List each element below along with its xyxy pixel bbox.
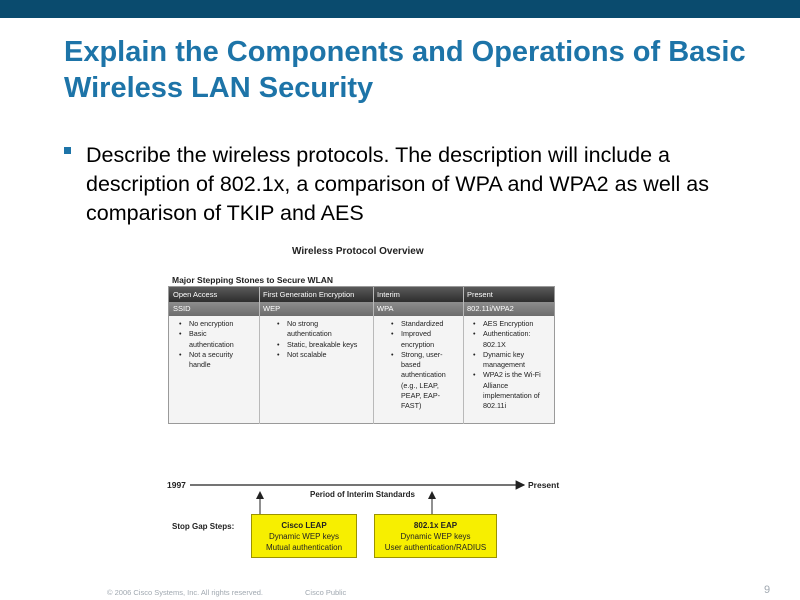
timeline-start-label: 1997 — [167, 480, 186, 490]
list-item: • Standardized — [391, 319, 457, 329]
sub-wpa2: 802.11i/WPA2 — [467, 304, 514, 313]
bullet-text: Describe the wireless protocols. The description will include a description of 802.1x, a comparison of WPA and WPA2 as well as comparison of TKIP and AES — [86, 143, 710, 225]
figure-title: Wireless Protocol Overview — [292, 246, 424, 257]
list-item: • Basic authentication — [179, 329, 253, 350]
list-item: • AES Encryption — [473, 319, 551, 329]
slide-title: Explain the Components and Operations of Basic Wireless LAN Security — [64, 36, 746, 104]
list-item: • Strong, user-based authentication (e.g., LEAP, PEAP, EAP-FAST) — [391, 350, 457, 412]
sub-ssid: SSID — [173, 304, 191, 313]
footer-copyright: © 2006 Cisco Systems, Inc. All rights reserved. — [107, 588, 264, 597]
gap-box-title: 802.1x EAP — [413, 521, 458, 530]
list-item: • Authentication: 802.1X — [473, 329, 551, 350]
header-open-access: Open Access — [173, 290, 218, 299]
eap-box — [374, 514, 497, 558]
gap-box-line: Mutual authentication — [265, 543, 343, 552]
list-item: • No encryption — [179, 319, 253, 329]
gap-box-line: Dynamic WEP keys — [268, 532, 340, 541]
gap-box-title: Cisco LEAP — [281, 521, 327, 530]
list-item: • Not a security handle — [179, 350, 253, 371]
stop-gap-label: Stop Gap Steps: — [172, 522, 235, 531]
timeline-period-label: Period of Interim Standards — [310, 490, 415, 499]
list-item: • Dynamic key management — [473, 350, 551, 371]
page-number: 9 — [764, 584, 771, 596]
gap-box-line: User authentication/RADIUS — [384, 543, 487, 552]
list-item: • Not scalable — [277, 350, 363, 360]
table-caption: Major Stepping Stones to Secure WLAN — [172, 275, 334, 285]
header-interim: Interim — [377, 290, 400, 299]
list-item: • Static, breakable keys — [277, 340, 363, 350]
header-first-generation: First Generation Encryption — [263, 290, 355, 299]
list-item: • WPA2 is the Wi-Fi Alliance implementation of 802.11i — [473, 370, 551, 411]
sub-wpa: WPA — [377, 304, 394, 313]
list-item: • Improved encryption — [391, 329, 457, 350]
list-item: • No strong authentication — [277, 319, 363, 340]
cisco-leap-box — [251, 514, 357, 558]
header-present: Present — [467, 290, 493, 299]
gap-box-line: Dynamic WEP keys — [400, 532, 471, 541]
sub-wep: WEP — [263, 304, 281, 313]
timeline-end-label: Present — [528, 480, 560, 490]
footer-classification: Cisco Public — [305, 588, 347, 597]
